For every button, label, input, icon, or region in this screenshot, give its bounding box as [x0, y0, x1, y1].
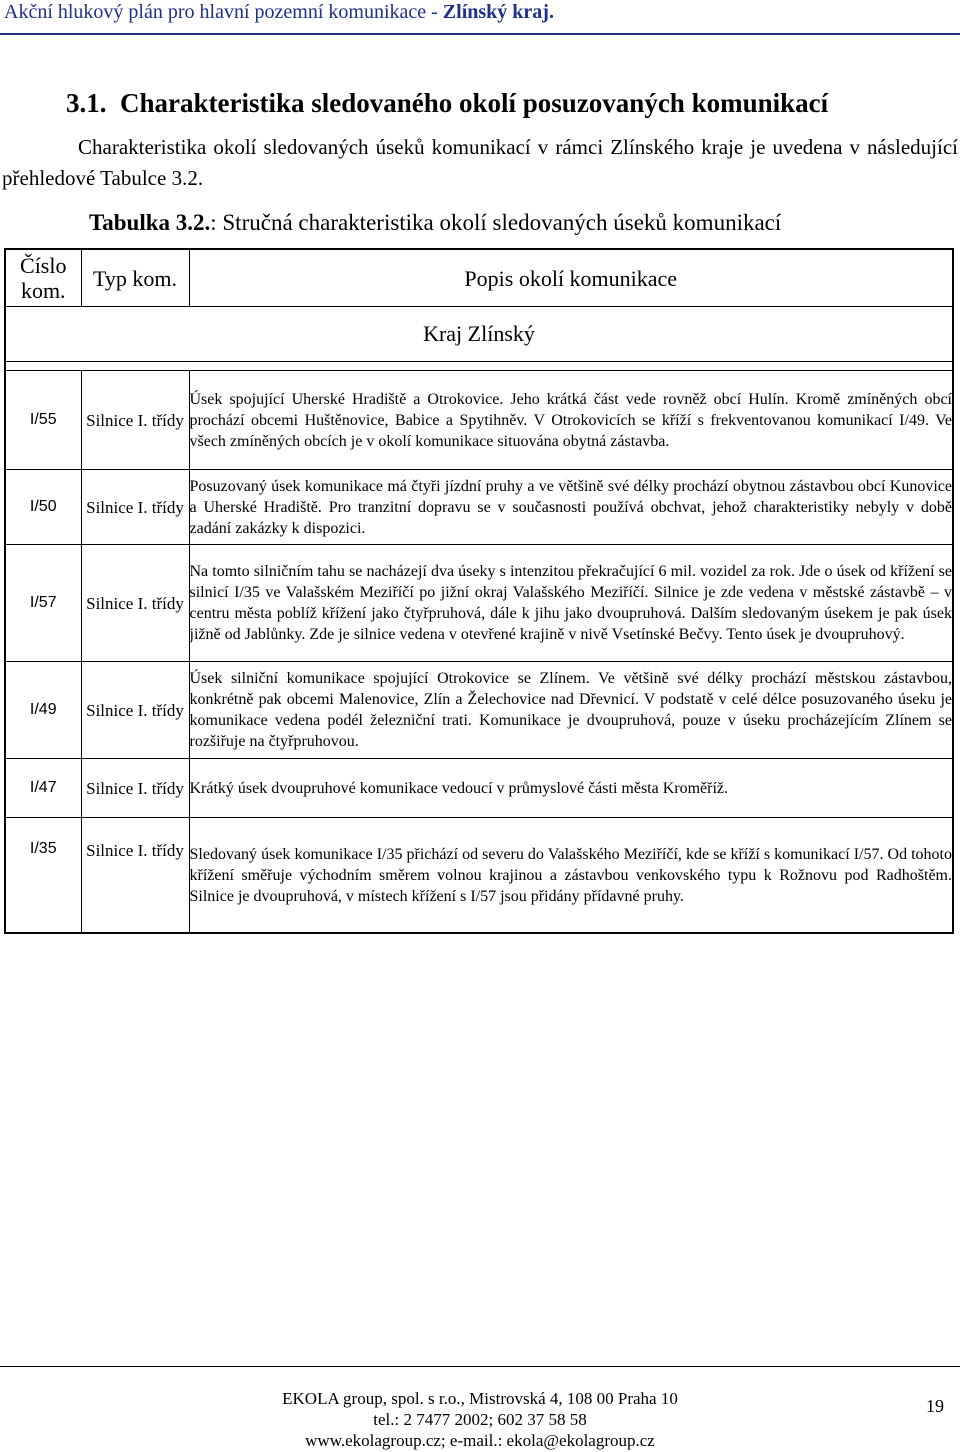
footer-company: EKOLA group, spol. s r.o., Mistrovská 4, 108 00 Praha 10: [282, 1389, 678, 1408]
page-footer: [200, 1388, 760, 1451]
road-number: I/50: [5, 470, 81, 545]
road-number: I/57: [5, 545, 81, 662]
road-number: I/55: [5, 371, 81, 470]
footer-divider: [0, 1366, 960, 1367]
section-number: 3.1.: [66, 88, 107, 118]
header-divider: [0, 33, 960, 35]
road-description: Posuzovaný úsek komunikace má čtyři jízdní pruhy a ve většině své délky prochází obytnou zástavbou obcí Kunovice a Uherské Hradiště. Pro tranzitní dopravu se v současnosti používá obchvat, jehož charakteristiky nebyly v době zadání zakázky k dispozici.: [189, 470, 953, 545]
header-typ: Typ kom.: [81, 249, 189, 307]
road-characteristics-table: [4, 248, 954, 934]
road-description: Na tomto silničním tahu se nacházejí dva úseky s intenzitou překračující 6 mil. vozidel za rok. Jde o úsek od křížení se silnicí I/35 ve Valašském Meziříčí po jižní okraj Valašského Meziříčí. Silnice je zde vedena v městské zástavbě – v centru města poblíž křížení jako čtyřpruhová, dále k jihu jako dvoupruhová. Dalším sledovaným úsekem je pak úsek jižně od Jablůnky. Zde je silnice vedena v otevřené krajině v nivě Vsetínské Bečvy. Tento úsek je dvoupruhový.: [189, 545, 953, 662]
page-header: [0, 0, 960, 38]
road-number: I/49: [5, 662, 81, 759]
road-type: Silnice I. třídy: [81, 371, 189, 470]
header-cislo: Číslo kom.: [5, 249, 81, 307]
road-number: I/35: [5, 818, 81, 934]
document-title-plain: Akční hlukový plán pro hlavní pozemní komunikace -: [4, 1, 443, 23]
intro-paragraph: Charakteristika okolí sledovaných úseků komunikací v rámci Zlínského kraje je uvedena v následující přehledové Tabulce 3.2.: [2, 135, 958, 190]
table-row: [5, 818, 953, 934]
section-title: Charakteristika sledovaného okolí posuzovaných komunikací: [120, 88, 829, 118]
region-name: Kraj Zlínský: [5, 307, 953, 362]
page-number: 19: [926, 1396, 944, 1416]
table-row: [5, 371, 953, 470]
road-number: I/47: [5, 759, 81, 818]
road-description: Sledovaný úsek komunikace I/35 přichází od severu do Valašského Meziříčí, kde se kříží s komunikací I/57. Od tohoto křížení směřuje východním směrem volnou krajinou a zástavbou venkovského typu k Rožnovu pod Radhoštěm. Silnice je dvoupruhová, v místech křížení s I/57 jsou přidány přídavné pruhy.: [189, 818, 953, 934]
document-title: [4, 1, 554, 24]
section-heading: [66, 88, 828, 119]
road-type: Silnice I. třídy: [81, 759, 189, 818]
table-caption-text: : Stručná charakteristika okolí sledovaných úseků komunikací: [210, 210, 782, 235]
footer-phone: tel.: 2 7477 2002; 602 37 58 58: [373, 1410, 587, 1429]
road-type: Silnice I. třídy: [81, 470, 189, 545]
table-row: [5, 545, 953, 662]
table-spacer-cell: [5, 362, 953, 371]
road-description: Úsek silniční komunikace spojující Otrokovice se Zlínem. Ve většině své délky prochází městskou zástavbou, konkrétně pak obcemi Malenovice, Zlín a Želechovice nad Dřevnicí. V podstatě v celé délce posuzovaného úseku je komunikace vedena podél železniční trati. Komunikace je dvoupruhová, pouze v úseku procházejícím Zlínem se rozšiřuje na čtyřpruhovou.: [189, 662, 953, 759]
region-row: [5, 307, 953, 362]
table-caption: [89, 210, 781, 236]
table-row: [5, 662, 953, 759]
table-row: [5, 470, 953, 545]
road-type: Silnice I. třídy: [81, 662, 189, 759]
road-description: Krátký úsek dvoupruhové komunikace vedoucí v průmyslové části města Kroměříž.: [189, 759, 953, 818]
road-description: Úsek spojující Uherské Hradiště a Otrokovice. Jeho krátká část vede rovněž obcí Hulín. Kromě zmíněných obcí prochází obcemi Huštěnovice, Babice a Spytihněv. V Otrokovicích se kříží s frekventovanou komunikací I/49. Ve všech zmíněných obcích je v okolí komunikace situována obytná zástavba.: [189, 371, 953, 470]
road-type: Silnice I. třídy: [81, 818, 189, 934]
footer-web: www.ekolagroup.cz; e-mail.: ekola@ekolagroup.cz: [305, 1431, 655, 1450]
table-spacer: [5, 362, 953, 371]
document-title-region: Zlínský kraj.: [442, 1, 554, 23]
table-caption-label: Tabulka 3.2.: [89, 210, 211, 235]
road-type: Silnice I. třídy: [81, 545, 189, 662]
table-row: [5, 759, 953, 818]
header-popis: Popis okolí komunikace: [189, 249, 953, 307]
table-header-row: [5, 249, 953, 307]
